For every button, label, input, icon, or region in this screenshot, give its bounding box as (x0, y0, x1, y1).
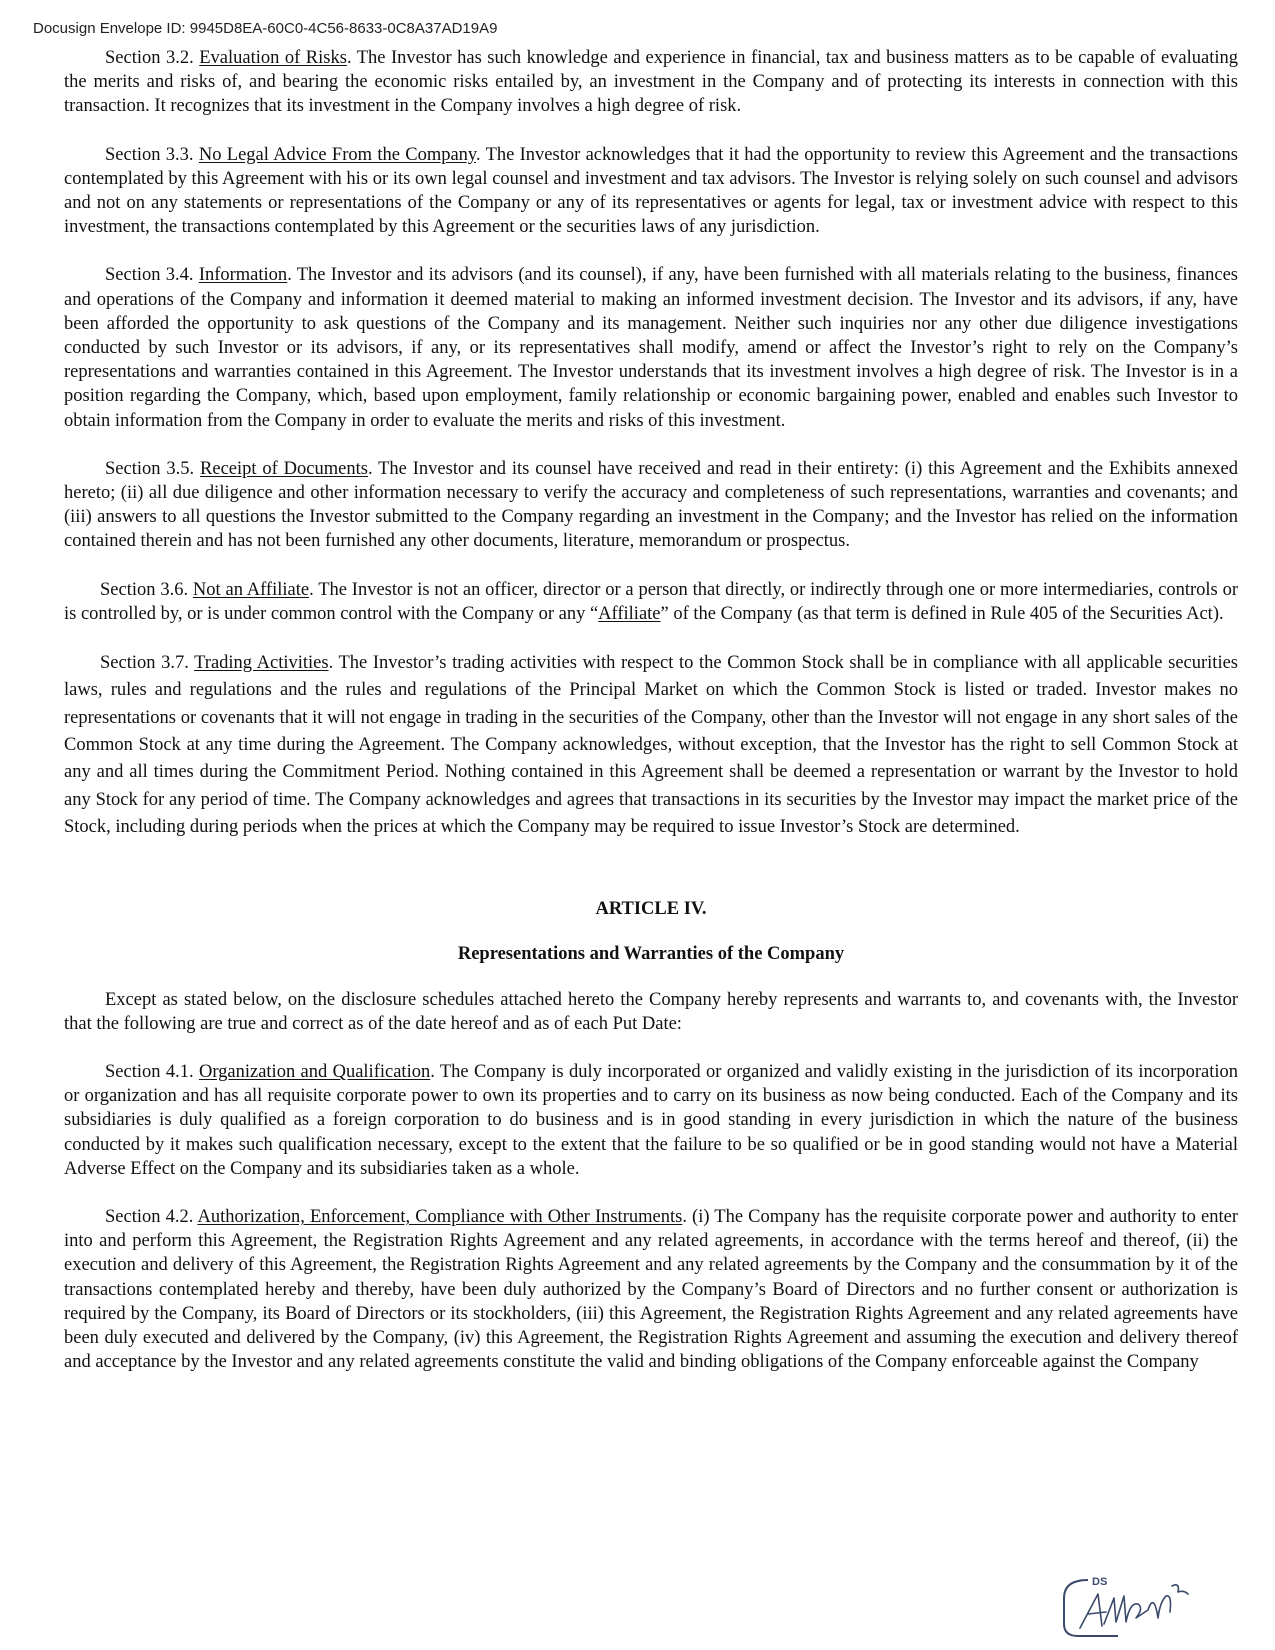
article-heading: ARTICLE IV. (595, 899, 707, 920)
section-text: . The Company is duly incorporated or organized and validly existing in the jurisdiction of its incorporation or organization and has all requisite corporate power to own its properties and to carry on its business as now being conducted. Each of the Company and its subsidiaries is duly qualified as a foreign corporation to do business and is in good standing in every jurisdiction in which the nature of the business conducted by it makes such qualification necessary, except to the extent that the failure to be so qualified or be in good standing would not have a Material Adverse Effect on the Company and its subsidiaries taken as a whole. (64, 1061, 1238, 1179)
document-body (64, 46, 1238, 1398)
section-title: Information (198, 265, 288, 286)
section-number: Section 3.7. (100, 653, 189, 674)
defined-term: Affiliate (598, 603, 661, 624)
docusign-initials-stamp (1058, 1572, 1198, 1642)
section-number: Section 3.4. (105, 265, 194, 286)
section-4-2 (64, 1205, 1238, 1374)
section-number: Section 3.5. (105, 458, 195, 479)
section-3-4 (64, 263, 1238, 432)
section-text: . The Investor acknowledges that it had the opportunity to review this Agreement and the transactions contemplated by this Agreement with his or its own legal counsel and investment and tax advisors. The Investor is relying solely on such counsel and advisors and not on any statements or representations of the Company or any of its representatives or agents for legal, tax or investment advice with respect to this investment, the transactions contemplated by this Agreement or the securities laws of any jurisdiction. (64, 144, 1238, 238)
section-text: . (i) The Company has the requisite corporate power and authority to enter into and perform this Agreement, the Registration Rights Agreement and any related agreements, in accordance with the terms hereof and thereof, (ii) the execution and delivery of this Agreement, the Registration Rights Agreement and any related agreements by the Company and the consummation by it of the transactions contemplated hereby and thereby, have been duly authorized by the Company’s Board of Directors and no further consent or authorization is required by the Company, its Board of Directors or its stockholders, (iii) this Agreement, the Registration Rights Agreement and any related agreements have been duly executed and delivered by the Company, (iv) this Agreement, the Registration Rights Agreement and assuming the execution and delivery thereof and acceptance by the Investor and any related agreements constitute the valid and binding obligations of the Company enforceable against the Company (64, 1206, 1238, 1373)
section-number: Section 4.1. (105, 1061, 194, 1082)
section-title: Organization and Qualification (198, 1061, 431, 1082)
section-title: Evaluation of Risks (199, 48, 347, 68)
section-number: Section 3.3. (105, 144, 194, 165)
section-title: Not an Affiliate (192, 579, 310, 600)
section-text: . The Investor has such knowledge and experience in financial, tax and business matters as to be capable of evaluating the merits and risks of, and bearing the economic risks entailed by, an investment in the Company and of protecting its interests in connection with this transaction. It recognizes that its investment in the Company involves a high degree of risk. (64, 48, 1239, 117)
section-3-2 (64, 46, 1238, 119)
docusign-envelope-id: Docusign Envelope ID: 9945D8EA-60C0-4C56-8633-0C8A37AD19A9 (33, 20, 498, 37)
section-text: . The Investor is not an officer, director or a person that directly, or indirectly through one or more intermediaries, controls or is controlled by, or is under common control with the Company or any “ (64, 579, 1238, 624)
section-3-6 (64, 578, 1238, 626)
section-4-1 (64, 1060, 1238, 1181)
section-number: Section 4.2. (105, 1206, 194, 1227)
section-text: ” of the Company (as that term is defined in Rule 405 of the Securities Act). (660, 603, 1224, 624)
section-text: . The Investor and its advisors (and its counsel), if any, have been furnished with all materials relating to the business, finances and operations of the Company and information it deemed material to making an informed investment decision. The Investor and its advisors, if any, have been afforded the opportunity to ask questions of the Company and its management. Neither such inquiries nor any other due diligence investigations conducted by such Investor or its advisors, if any, or its representatives shall modify, amend or affect the Investor’s right to rely on the Company’s representations and warranties contained in this Agreement. The Investor understands that its investment involves a high degree of risk. The Investor is in a position regarding the Company, which, based upon employment, family relationship or economic bargaining power, enabled and enables such Investor to obtain information from the Company in order to evaluate the merits and risks of this investment. (64, 265, 1238, 431)
article-intro: Except as stated below, on the disclosure schedules attached hereto the Company hereby represents and warrants to, and covenants with, the Investor that the following are true and correct as of the date hereof and as of each Put Date: (64, 989, 1238, 1034)
section-title: Trading Activities (194, 653, 329, 674)
section-title: No Legal Advice From the Company (198, 144, 476, 165)
section-number: Section 3.6. (100, 579, 189, 600)
section-title: Receipt of Documents (200, 458, 368, 479)
section-text: . The Investor’s trading activities with respect to the Common Stock shall be in compliance with all applicable securities laws, rules and regulations and the rules and regulations of the Principal Market on which the Common Stock is listed or traded. Investor makes no representations or covenants that it will not engage in trading in the securities of the Company, other than the Investor will not engage in any short sales of the Common Stock at any time during the Agreement. The Company acknowledges, without exception, that the Investor has the right to sell Common Stock at any and all times during the Commitment Period. Nothing contained in this Agreement shall be deemed a representation or warrant by the Investor to hold any Stock for any period of time. The Company acknowledges and agrees that transactions in its securities by the Investor may impact the market price of the Stock, including during periods when the prices at which the Company may be required to issue Investor’s Stock are determined. (64, 653, 1238, 837)
section-text: . The Investor and its counsel have received and read in their entirety: (i) this Agreement and the Exhibits annexed hereto; (ii) all due diligence and other information necessary to verify the accuracy and completeness of such representations, warranties and covenants; and (iii) answers to all questions the Investor submitted to the Company regarding an investment in the Company; and the Investor has relied on the information contained therein and has not been furnished any other documents, literature, memorandum or prospectus. (64, 458, 1238, 552)
initials-label: DS (1092, 1576, 1108, 1588)
article-subheading: Representations and Warranties of the Company (457, 944, 845, 965)
section-3-5 (64, 457, 1238, 554)
section-title: Authorization, Enforcement, Compliance with Other Instruments (197, 1206, 683, 1227)
section-3-3 (64, 143, 1238, 240)
section-number: Section 3.2. (105, 48, 194, 68)
initials-signature (1080, 1585, 1188, 1628)
section-3-7 (64, 650, 1238, 841)
